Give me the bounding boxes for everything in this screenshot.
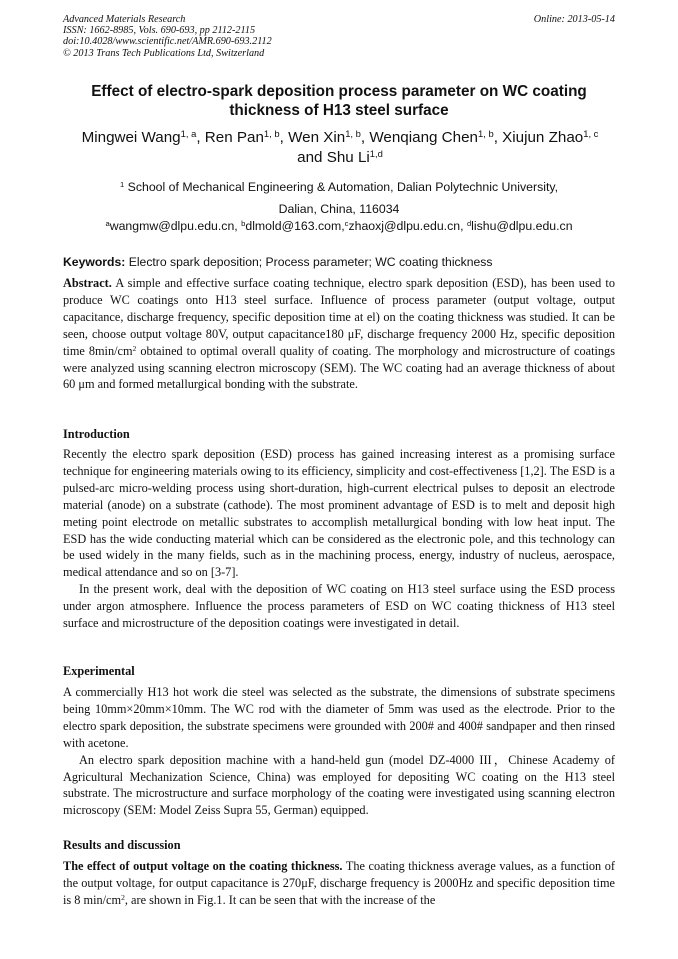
- affiliation-line-1: School of Mechanical Engineering & Automation, Dalian Polytechnic University,: [127, 180, 559, 194]
- copyright-line: © 2013 Trans Tech Publications Ltd, Switzerland: [63, 47, 265, 59]
- introduction-body: [63, 446, 615, 632]
- experimental-body: [63, 684, 615, 819]
- author-name: Mingwei Wang: [81, 129, 181, 146]
- journal-name: Advanced Materials Research: [63, 14, 186, 25]
- author-affiliation-mark: 1, b: [263, 127, 280, 139]
- paper-title: [63, 82, 615, 120]
- email-list: $^a$wangmw@dlpu.edu.cn, $^b$dlmold@163.com,$^c$zhaoxj@dlpu.edu.cn, $^d$lishu@dlpu.edu.cn: [105, 218, 573, 233]
- experimental-paragraph-1: A commercially H13 hot work die steel was selected as the substrate, the dimensions of substrate specimens being 10mm×20mm×10mm. The WC rod with the diameter of 5mm was used as the electrode. Prior to the electro spark deposition, the substrate specimens were grounded with 200# and 400# sandpaper and then rinsed with acetone.: [63, 685, 615, 750]
- keywords-text: Electro spark deposition; Process parameter; WC coating thickness: [128, 255, 493, 269]
- author-affiliation-mark: 1, c: [583, 127, 599, 139]
- experimental-heading: Experimental: [63, 664, 135, 678]
- email-link[interactable]: dlmold@163.com: [245, 219, 342, 233]
- email-mark: b: [241, 218, 246, 228]
- running-header: [63, 14, 615, 59]
- abstract-superscript: 2: [132, 343, 137, 353]
- results-runin-heading: The effect of output voltage on the coating thickness.: [63, 859, 343, 873]
- results-text-2: , are shown in Fig.1. It can be seen that with the increase of the: [124, 892, 436, 907]
- abstract-text-2: obtained to optimal overall quality of coating. The morphology and microstructure of coatings were analyzed using scanning electron microscopy (SEM). The WC coating had an average thickness of about 60 μm and formed metallurgical bonding with the substrate.: [63, 343, 615, 392]
- title-line-1: Effect of electro-spark deposition process parameter on WC coating: [91, 83, 587, 100]
- author-name: Wen Xin: [288, 129, 346, 146]
- author-affiliation-mark: 1, a: [180, 127, 197, 139]
- experimental-paragraph-2: An electro spark deposition machine with a hand-held gun (model DZ-4000 III，Chinese Academy of Agricultural Mechanization Science, China) was employed for depositing WC coating on the H13 steel substrate. The microstructure and surface morphology of the coating were investigated using scanning electron microscopy (SEM: Model Zeiss Supra 55, German) equipped.: [63, 752, 615, 818]
- issn-line: ISSN: 1662-8985, Vols. 690-693, pp 2112-2115: [63, 25, 256, 37]
- email-mark: a: [105, 218, 110, 228]
- abstract: [63, 275, 615, 393]
- author-name: Wenqiang Chen: [369, 129, 478, 146]
- email-mark: c: [344, 218, 349, 228]
- title-line-2: thickness of H13 steel surface: [229, 102, 449, 119]
- author-affiliation-mark: 1, b: [478, 127, 494, 139]
- affiliation-line-2: Dalian, China, 116034: [278, 202, 400, 216]
- introduction-paragraph-1: Recently the electro spark deposition (ESD) process has gained increasing interest as a promising surface technique for engineering materials owing to its efficiency, simplicity and cost-effectiveness [1,2]. The ESD is a pulsed-arc micro-welding process using short-duration, high-current electrical pulses to deposit an electrode material (anode) on a substrate (cathode). The most prominent advantage of ESD is to melt and deposit high meting point electrode on metallic substrates to accomplish metallurgical bonding with low heat input. The ESD has the wide conducting material which can be considered as the electronic pole, and this technology can be used widely in the many fields, such as in the machining process, energy, industry of nucleus, aerospace, medical attendance and so on [3-7].: [63, 447, 615, 580]
- keywords-label: Keywords:: [63, 255, 126, 269]
- results-text-1: The coating thickness average values, as a function of the output voltage, for output capacitance is 270μF, discharge frequency is 2000Hz and specific deposition time is 8 min/cm: [63, 859, 616, 907]
- results-body: [63, 858, 615, 909]
- author-affiliation-mark: 1, b: [345, 127, 361, 139]
- affiliation: [63, 176, 615, 220]
- author-name: Xiujun Zhao: [502, 129, 584, 146]
- introduction-paragraph-2: In the present work, deal with the deposition of WC coating on H13 steel surface using the ESD process under argon atmosphere. Influence the process parameters of ESD on WC coating thickness of H13 steel surface and microstructure of the deposition coatings were investigated in detail.: [63, 582, 615, 631]
- email-link[interactable]: lishu@dlpu.edu.cn: [471, 219, 573, 233]
- author-affiliation-mark: 1,d: [369, 147, 383, 159]
- results-heading: Results and discussion: [63, 838, 181, 852]
- author-name: Shu Li: [326, 149, 370, 166]
- abstract-label: Abstract.: [63, 276, 112, 290]
- author-list: Mingwei Wang$^{1, a}$, Ren Pan$^{1, b}$, Wen Xin$^{1, b}$, Wenqiang Chen$^{1, b}$, Xiujun Zhao$^{1, c}$ and Shu Li$^{1,d}$: [81, 127, 599, 166]
- abstract-text-1: A simple and effective surface coating technique, electro spark deposition (ESD), has been used to produce WC coatings onto H13 steel surface. Influence of process parameter (output voltage, output capacitance, discharge frequency, specific deposition time at el) on the coating thickness was studied. It can be seen, choose output voltage 80V, output capacitance180 μF, discharge frequency 2000 Hz, specific deposition time 8min/cm: [63, 276, 615, 358]
- doi-line: doi:10.4028/www.scientific.net/AMR.690-693.2112: [63, 36, 272, 48]
- keywords: [63, 255, 615, 270]
- author-conjunction: and: [297, 149, 323, 166]
- email-link[interactable]: wangmw@dlpu.edu.cn: [109, 219, 235, 233]
- results-superscript: 2: [121, 892, 125, 902]
- introduction-heading: Introduction: [63, 427, 130, 441]
- email-mark: d: [466, 218, 472, 228]
- affiliation-mark: 1: [119, 179, 125, 189]
- online-date: Online: 2013-05-14: [533, 14, 615, 25]
- email-link[interactable]: zhaoxj@dlpu.edu.cn: [348, 219, 461, 233]
- author-name: Ren Pan: [204, 129, 264, 146]
